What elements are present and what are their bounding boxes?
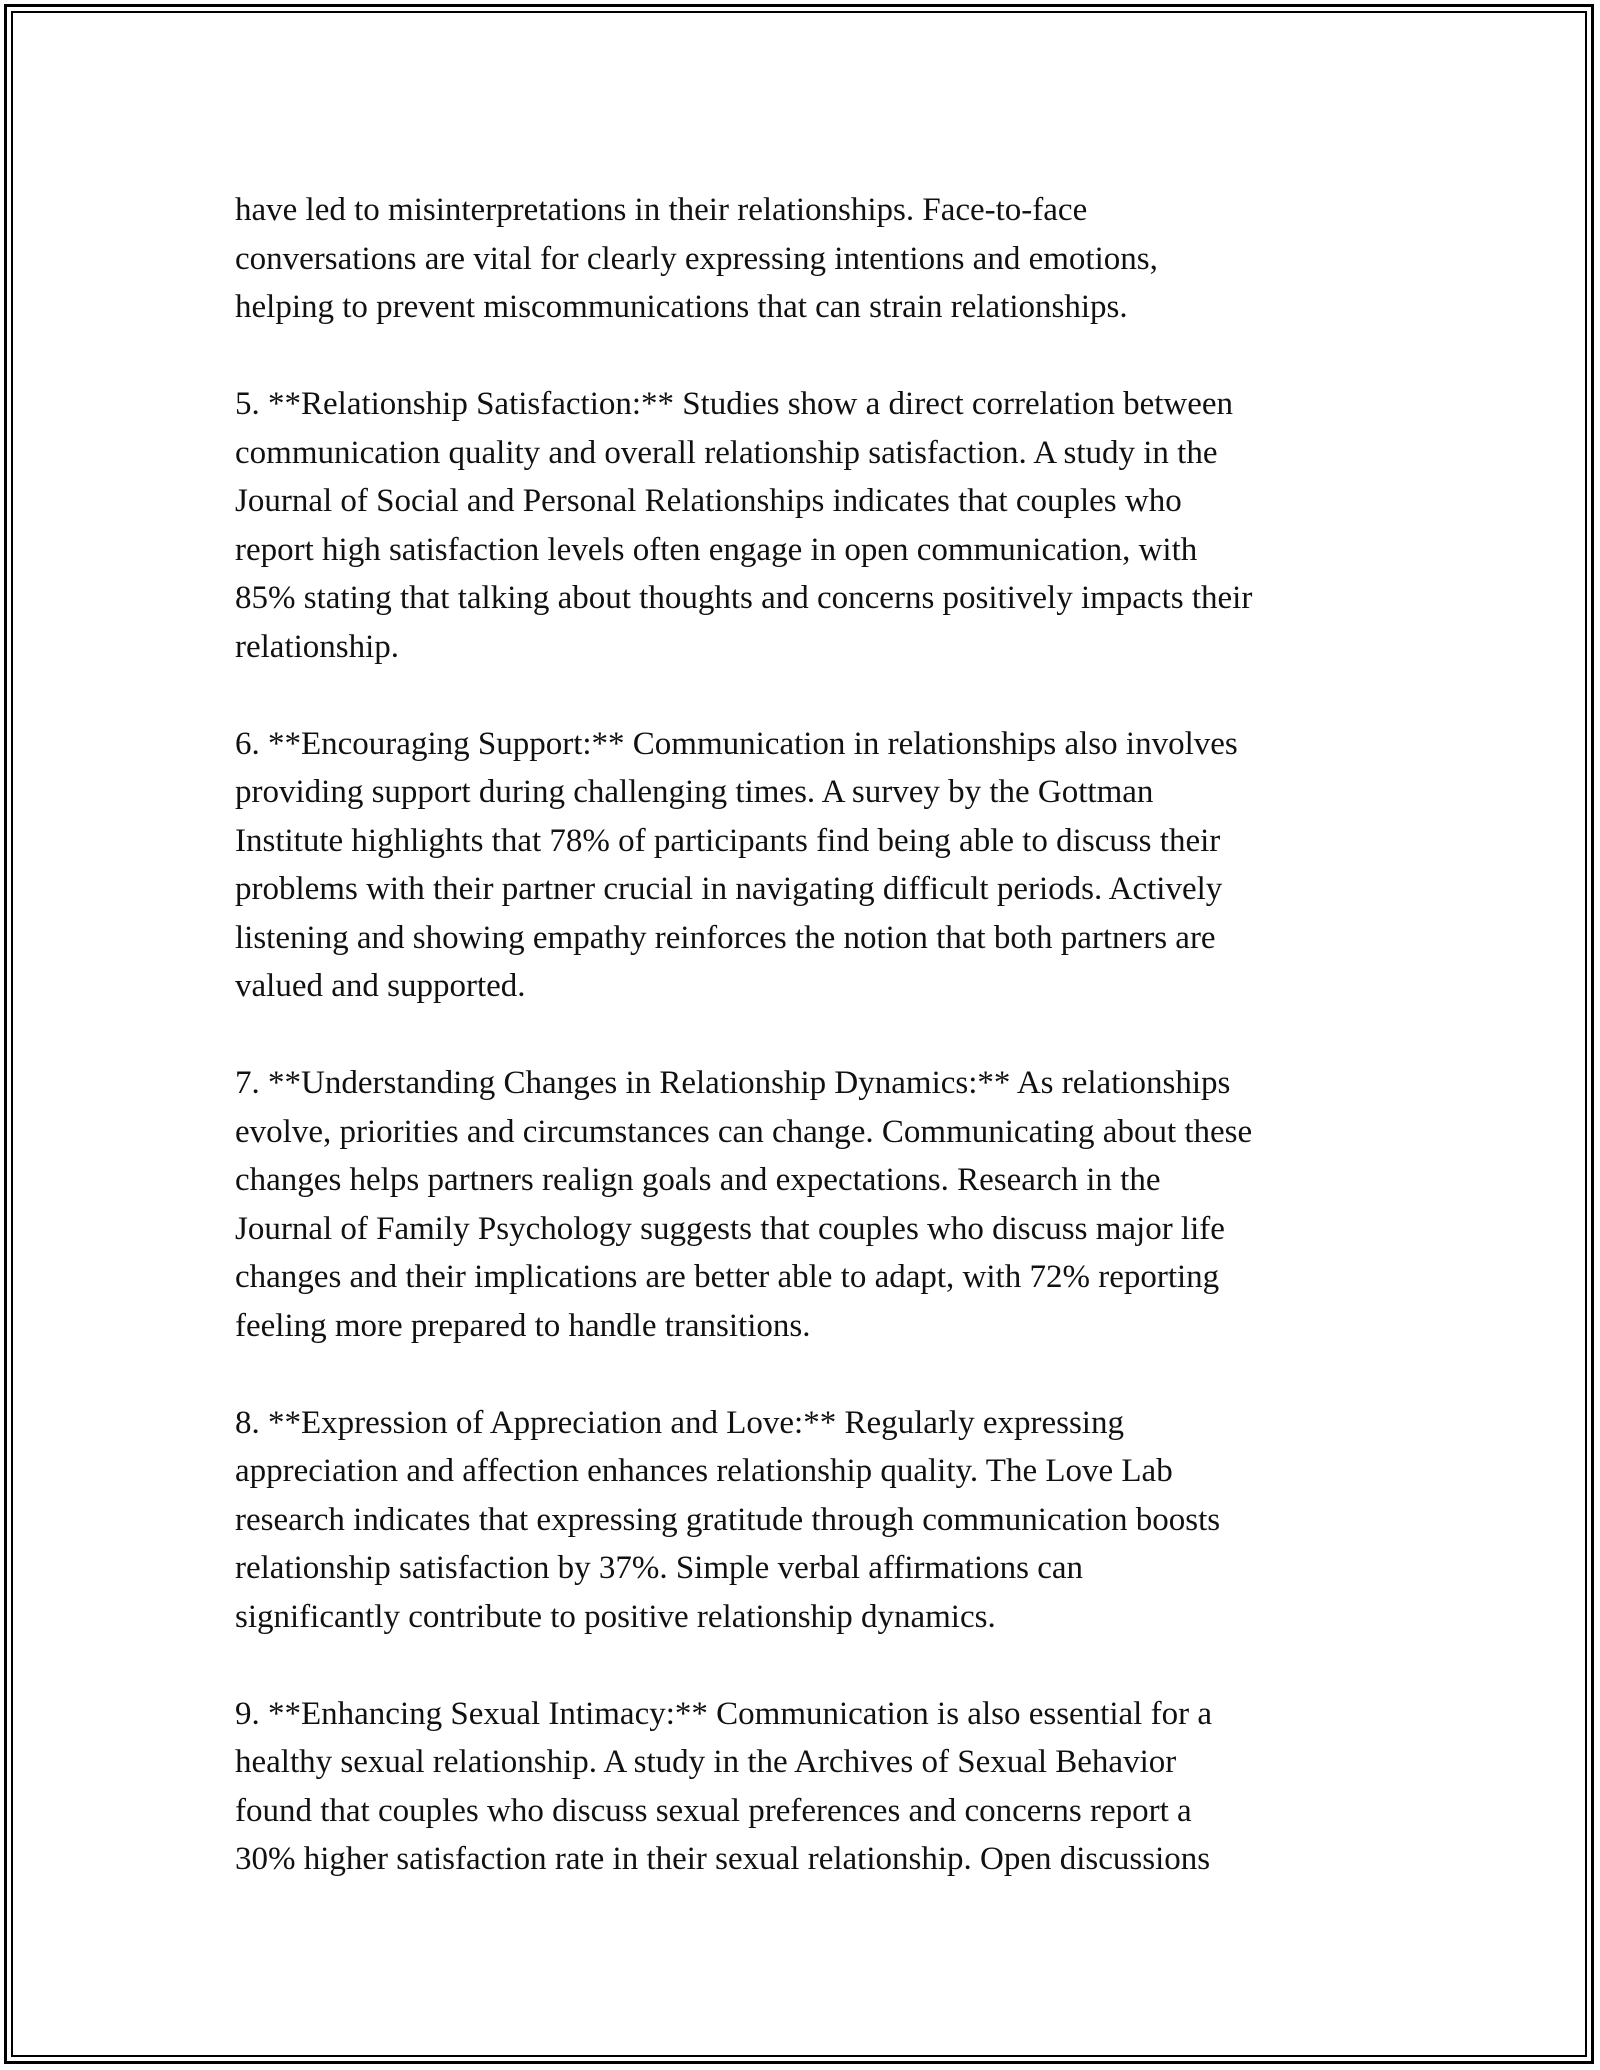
text-line: conversations are vital for clearly expressing intentions and emotions, <box>235 240 1158 277</box>
text-line: communication quality and overall relationship satisfaction. A study in the <box>235 434 1218 471</box>
text-line: Journal of Social and Personal Relationships indicates that couples who <box>235 483 1182 519</box>
text-line: 7. **Understanding Changes in Relationship Dynamics:** As relationships <box>235 1065 1231 1101</box>
text-line: changes and their implications are better able to adapt, with 72% reporting <box>235 1259 1220 1295</box>
text-line: providing support during challenging times. A survey by the Gottman <box>235 774 1154 810</box>
text-line: problems with their partner crucial in navigating difficult periods. Actively <box>235 871 1223 907</box>
text-line: 6. **Encouraging Support:** Communication in relationships also involves <box>235 725 1238 762</box>
text-line: listening and showing empathy reinforces the notion that both partners are <box>235 919 1216 956</box>
text-line: feeling more prepared to handle transitions. <box>235 1307 811 1344</box>
text-line: report high satisfaction levels often engage in open communication, with <box>235 531 1198 568</box>
text-line: 8. **Expression of Appreciation and Love:** Regularly expressing <box>235 1404 1124 1441</box>
text-line: valued and supported. <box>235 968 526 1004</box>
text-line: healthy sexual relationship. A study in the Archives of Sexual Behavior <box>235 1744 1177 1780</box>
paragraph-sexual-intimacy <box>235 1690 1385 1884</box>
text-line: appreciation and affection enhances relationship quality. The Love Lab <box>235 1453 1173 1489</box>
text-line: found that couples who discuss sexual preferences and concerns report a <box>235 1792 1192 1829</box>
text-line: Institute highlights that 78% of participants find being able to discuss their <box>235 822 1221 859</box>
paragraph-encouraging-support <box>235 720 1385 1011</box>
document-body <box>235 186 1385 1932</box>
text-line: helping to prevent miscommunications that can strain relationships. <box>235 289 1128 325</box>
text-line: 9. **Enhancing Sexual Intimacy:** Communication is also essential for a <box>235 1695 1212 1732</box>
paragraph-relationship-dynamics <box>235 1059 1385 1350</box>
text-line: 30% higher satisfaction rate in their sexual relationship. Open discussions <box>235 1841 1211 1877</box>
paragraph-continuation <box>235 186 1385 332</box>
text-line: have led to misinterpretations in their relationships. Face-to-face <box>235 192 1088 228</box>
text-line: changes helps partners realign goals and expectations. Research in the <box>235 1162 1161 1198</box>
text-line: evolve, priorities and circumstances can change. Communicating about these <box>235 1113 1253 1150</box>
text-line: Journal of Family Psychology suggests that couples who discuss major life <box>235 1210 1225 1247</box>
paragraph-relationship-satisfaction <box>235 380 1385 671</box>
text-line: 5. **Relationship Satisfaction:** Studies show a direct correlation between <box>235 386 1234 422</box>
paragraph-appreciation-love <box>235 1399 1385 1642</box>
text-line: research indicates that expressing gratitude through communication boosts <box>235 1501 1221 1538</box>
text-line: 85% stating that talking about thoughts and concerns positively impacts their <box>235 580 1253 616</box>
text-line: relationship satisfaction by 37%. Simple verbal affirmations can <box>235 1550 1084 1586</box>
text-line: relationship. <box>235 628 400 665</box>
text-line: significantly contribute to positive relationship dynamics. <box>235 1598 996 1635</box>
